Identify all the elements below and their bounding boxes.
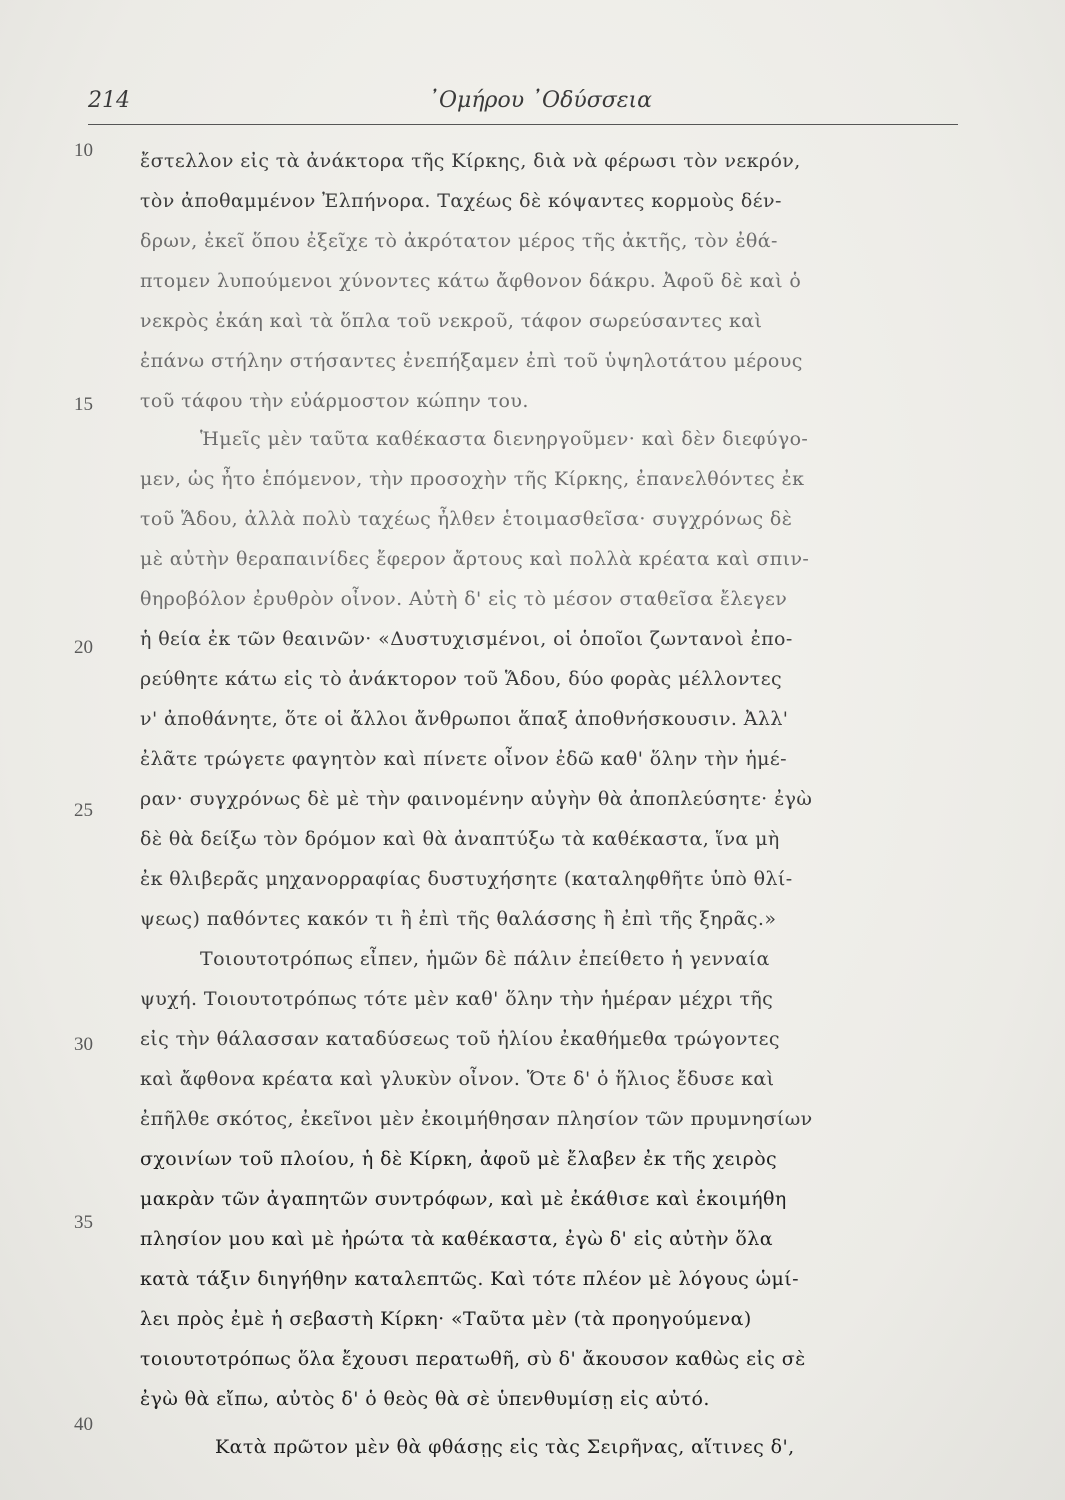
text-line: ἐπάνω στήλην στήσαντες ἐνεπήξαμεν ἐπὶ τοῦ ὑψηλοτάτου μέρους xyxy=(140,350,803,372)
line-number: 10 xyxy=(74,140,93,161)
text-line: κατὰ τάξιν διηγήθην καταλεπτῶς. Καὶ τότε πλέον μὲ λόγους ὡμί- xyxy=(140,1268,799,1290)
text-line: εἰς τὴν θάλασσαν καταδύσεως τοῦ ἡλίου ἐκαθήμεθα τρώγοντες xyxy=(140,1028,780,1050)
page-header xyxy=(88,88,958,124)
text-line: λει πρὸς ἐμὲ ἡ σεβαστὴ Κίρκη· «Ταῦτα μὲν (τὰ προηγούμενα) xyxy=(140,1308,752,1330)
text-line: ἐπῆλθε σκότος, ἐκεῖνοι μὲν ἐκοιμήθησαν πλησίον τῶν πρυμνησίων xyxy=(140,1108,813,1130)
text-line: ἐκ θλιβερᾶς μηχανορραφίας δυστυχήσητε (καταληφθῆτε ὑπὸ θλί- xyxy=(140,868,793,890)
header-rule xyxy=(88,124,958,125)
text-line: τοῦ τάφου τὴν εὐάρμοστον κώπην του. xyxy=(140,390,529,412)
text-line: σχοινίων τοῦ πλοίου, ἡ δὲ Κίρκη, ἀφοῦ μὲ ἔλαβεν ἐκ τῆς χειρὸς xyxy=(140,1148,778,1170)
text-line: ἐλᾶτε τρώγετε φαγητὸν καὶ πίνετε οἶνον ἐδῶ καθ' ὅλην τὴν ἡμέ- xyxy=(140,748,787,770)
text-line: ψεως) παθόντες κακόν τι ἢ ἐπὶ τῆς θαλάσσης ἢ ἐπὶ τῆς ξηρᾶς.» xyxy=(140,908,777,930)
text-line: πλησίον μου καὶ μὲ ἠρώτα τὰ καθέκαστα, ἐγὼ δ' εἰς αὐτὴν ὅλα xyxy=(140,1228,773,1250)
text-line: ψυχή. Τοιουτοτρόπως τότε μὲν καθ' ὅλην τὴν ἡμέραν μέχρι τῆς xyxy=(140,988,774,1010)
text-line: τοῦ Ἅδου, ἀλλὰ πολὺ ταχέως ἦλθεν ἑτοιμασθεῖσα· συγχρόνως δὲ xyxy=(140,508,793,530)
text-line: ἐγὼ θὰ εἴπω, αὐτὸς δ' ὁ θεὸς θὰ σὲ ὑπενθυμίσῃ εἰς αὐτό. xyxy=(140,1388,710,1410)
text-line: μεν, ὡς ἦτο ἑπόμενον, τὴν προσοχὴν τῆς Κίρκης, ἐπανελθόντες ἐκ xyxy=(140,468,805,490)
text-line: μακρὰν τῶν ἀγαπητῶν συντρόφων, καὶ μὲ ἐκάθισε καὶ ἐκοιμήθη xyxy=(140,1188,787,1210)
text-line: Τοιουτοτρόπως εἶπεν, ἡμῶν δὲ πάλιν ἐπείθετο ἡ γενναία xyxy=(200,948,770,970)
line-number: 20 xyxy=(74,637,93,658)
text-line: δὲ θὰ δείξω τὸν δρόμον καὶ θὰ ἀναπτύξω τὰ καθέκαστα, ἵνα μὴ xyxy=(140,828,780,850)
text-line: πτομεν λυπούμενοι χύνοντες κάτω ἄφθονον δάκρυ. Ἀφοῦ δὲ καὶ ὁ xyxy=(140,270,802,292)
text-line: δρων, ἐκεῖ ὅπου ἐξεῖχε τὸ ἀκρότατον μέρος τῆς ἀκτῆς, τὸν ἐθά- xyxy=(140,230,778,252)
page-number: 214 xyxy=(88,88,130,113)
line-number: 30 xyxy=(74,1034,93,1055)
line-number: 35 xyxy=(74,1212,93,1233)
text-line: καὶ ἄφθονα κρέατα καὶ γλυκὺν οἶνον. Ὅτε δ' ὁ ἥλιος ἔδυσε καὶ xyxy=(140,1068,775,1090)
text-line: μὲ αὐτὴν θεραπαινίδες ἔφερον ἄρτους καὶ πολλὰ κρέατα καὶ σπιν- xyxy=(140,548,810,570)
text-line: Ἡμεῖς μὲν ταῦτα καθέκαστα διενηργοῦμεν· καὶ δὲν διεφύγο- xyxy=(200,428,809,450)
running-title: ᾽Ομήρου ᾽Οδύσσεια xyxy=(428,88,653,113)
text-line: τὸν ἀποθαμμένον Ἐλπήνορα. Ταχέως δὲ κόψαντες κορμοὺς δέν- xyxy=(140,190,782,212)
text-line: ρεύθητε κάτω εἰς τὸ ἀνάκτορον τοῦ Ἅδου, δύο φορὰς μέλλοντες xyxy=(140,668,783,690)
text-line: ν' ἀποθάνητε, ὅτε οἱ ἄλλοι ἄνθρωποι ἅπαξ ἀποθνήσκουσιν. Ἀλλ' xyxy=(140,708,789,730)
text-line: ραν· συγχρόνως δὲ μὲ τὴν φαινομένην αὐγὴν θὰ ἀποπλεύσητε· ἐγὼ xyxy=(140,788,813,810)
text-line: τοιουτοτρόπως ὅλα ἔχουσι περατωθῆ, σὺ δ' ἄκουσον καθὼς εἰς σὲ xyxy=(140,1348,806,1370)
text-line: θηροβόλον ἐρυθρὸν οἶνον. Αὐτὴ δ' εἰς τὸ μέσον σταθεῖσα ἔλεγεν xyxy=(140,588,788,610)
text-line: νεκρὸς ἐκάη καὶ τὰ ὅπλα τοῦ νεκροῦ, τάφον σωρεύσαντες καὶ xyxy=(140,310,763,332)
text-line: Κατὰ πρῶτον μὲν θὰ φθάσῃς εἰς τὰς Σειρῆνας, αἵτινες δ', xyxy=(215,1436,795,1458)
text-line: ἡ θεία ἐκ τῶν θεαινῶν· «Δυστυχισμένοι, οἱ ὁποῖοι ζωντανοὶ ἐπο- xyxy=(140,628,793,650)
line-number: 25 xyxy=(74,800,93,821)
line-number: 15 xyxy=(74,394,93,415)
text-line: ἔστελλον εἰς τὰ ἀνάκτορα τῆς Κίρκης, διὰ νὰ φέρωσι τὸν νεκρόν, xyxy=(140,150,801,172)
line-number: 40 xyxy=(74,1414,93,1435)
